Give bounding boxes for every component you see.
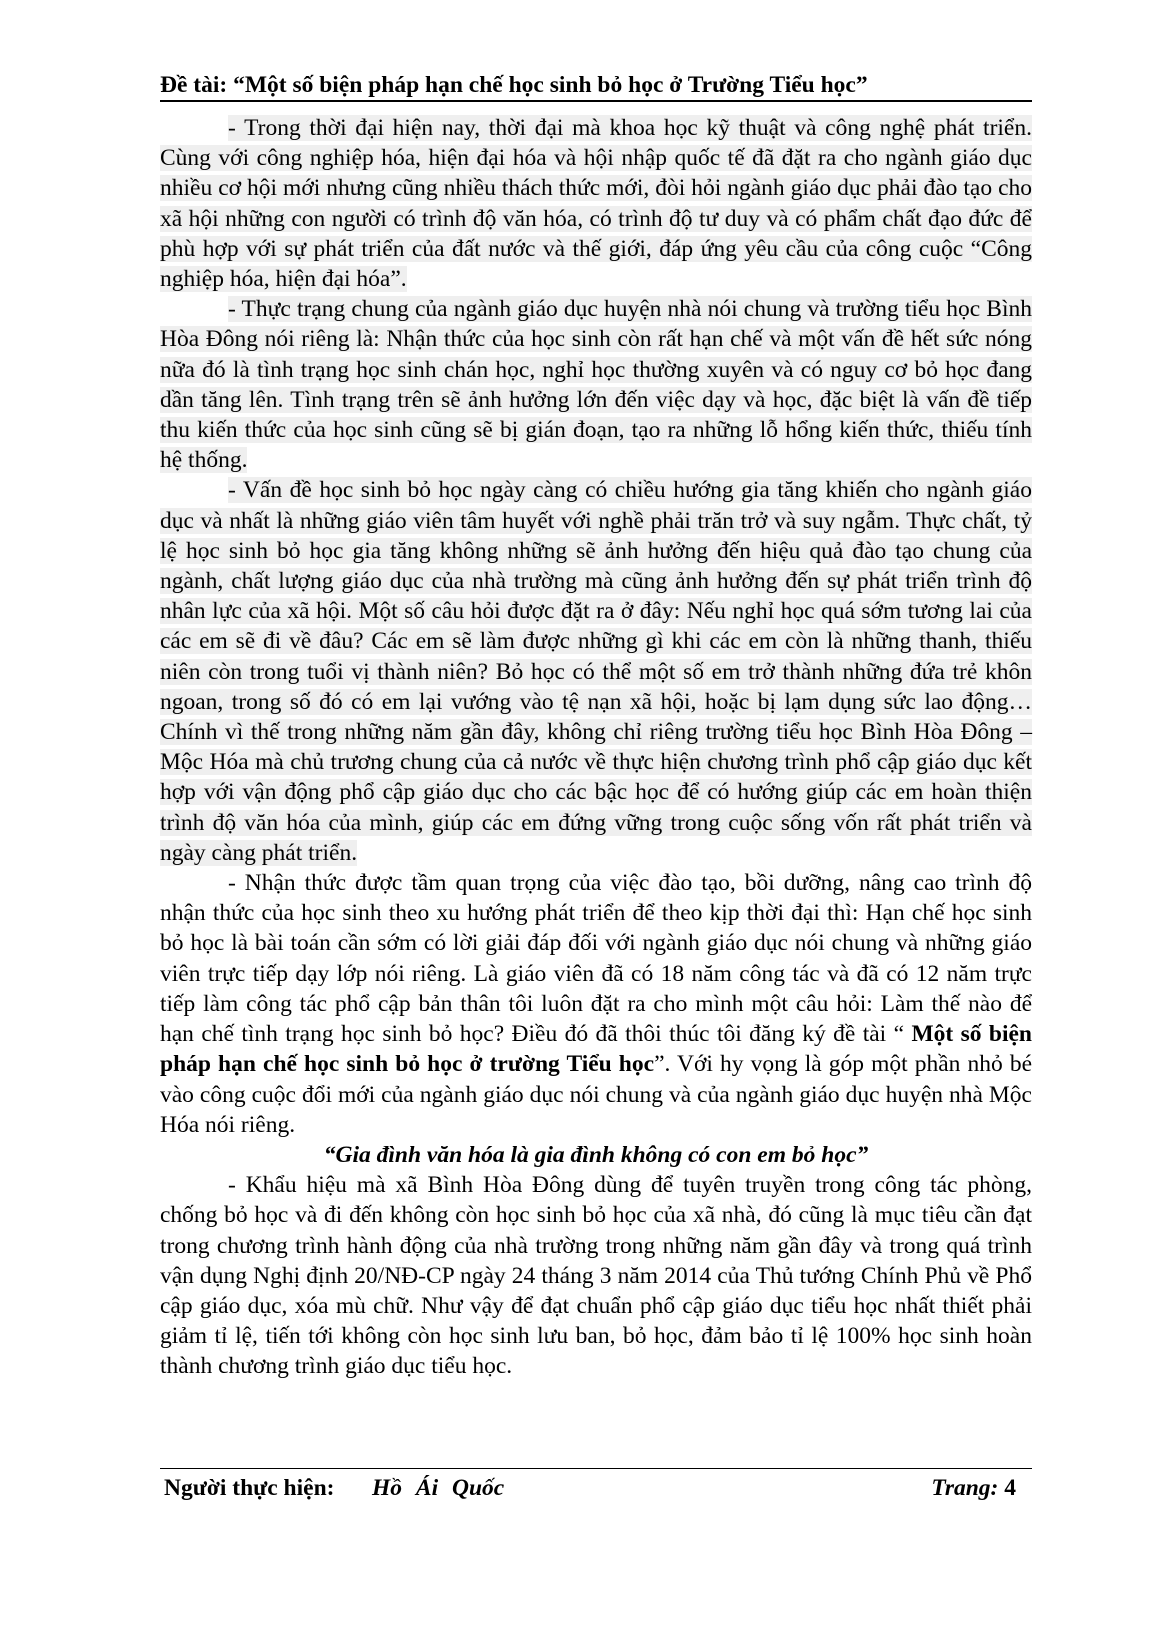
author-name: Hồ Ái Quốc: [372, 1475, 505, 1501]
page-number: 4: [1004, 1475, 1016, 1501]
author-label: Người thực hiện:: [164, 1475, 335, 1501]
motto-slogan: “Gia đình văn hóa là gia đình không có con em bỏ học”: [323, 1141, 869, 1168]
page-footer: [164, 1474, 1016, 1502]
paragraph-2: [160, 294, 1032, 475]
topic-title-bold: Một số biện pháp hạn chế học sinh bỏ học ở trường Tiểu học: [160, 1021, 1032, 1078]
paragraph-3-text: - Vấn đề học sinh bỏ học ngày càng có chiều hướng gia tăng khiến cho ngành giáo dục và nhất là những giáo viên tâm huyết với nghề phải trăn trở và suy ngẫm. Thực chất, tỷ lệ học sinh bỏ học gia tăng không những sẽ ảnh hưởng đến hiệu quả đào tạo chung của ngành, chất lượng giáo dục của nhà trường mà cũng ảnh hưởng đến sự phát triển trình độ nhân lực của xã hội. Một số câu hỏi được đặt ra ở đây: Nếu nghỉ học quá sớm tương lai của các em sẽ đi về đâu? Các em sẽ làm được những gì khi các em còn là những thanh, thiếu niên còn trong tuổi vị thành niên? Bỏ học có thể một số em trở thành những đứa trẻ khôn ngoan, trong số đó có em lại vướng vào tệ nạn xã hội, hoặc bị lạm dụng sức lao động… Chính vì thế trong những năm gần đây, không chỉ riêng trường tiểu học Bình Hòa Đông – Mộc Hóa mà chủ trương chung của cả nước về thực hiện chương trình phổ cập giáo dục kết hợp với vận động phổ cập giáo dục cho các bậc học để có hướng giúp các em hoàn thiện trình độ văn hóa của mình, giúp các em đứng vững trong cuộc sống vốn rất phát triển và ngày càng phát triển.: [160, 477, 1032, 866]
page-header-title: Đề tài: “Một số biện pháp hạn chế học sinh bỏ học ở Trường Tiểu học”: [160, 72, 868, 98]
document-body: [160, 113, 1032, 1382]
page-indicator: [931, 1474, 1016, 1502]
paragraph-1-text: - Trong thời đại hiện nay, thời đại mà khoa học kỹ thuật và công nghệ phát triển. Cùng với công nghiệp hóa, hiện đại hóa và hội nhập quốc tế đã đặt ra cho ngành giáo dục nhiều cơ hội mới nhưng cũng nhiều thách thức mới, đòi hỏi ngành giáo dục phải đào tạo cho xã hội những con người có trình độ văn hóa, có trình độ tư duy và có phẩm chất đạo đức để phù hợp với sự phát triển của đất nước và thế giới, đáp ứng yêu cầu của công cuộc “Công nghiệp hóa, hiện đại hóa”.: [160, 115, 1032, 293]
paragraph-5: - Khẩu hiệu mà xã Bình Hòa Đông dùng để tuyên truyền trong công tác phòng, chống bỏ học và đi đến không còn học sinh bỏ học của xã nhà, đó cũng là mục tiêu cần đạt trong chương trình hành động của nhà trường trong những năm gần đây và trong quá trình vận dụng Nghị định 20/NĐ-CP ngày 24 tháng 3 năm 2014 của Thủ tướng Chính Phủ về Phổ cập giáo dục, xóa mù chữ. Như vậy để đạt chuẩn phổ cập giáo dục tiểu học nhất thiết phải giảm tỉ lệ, tiến tới không còn học sinh lưu ban, bỏ học, đảm bảo tỉ lệ 100% học sinh hoàn thành chương trình giáo dục tiểu học.: [160, 1172, 1032, 1380]
header-divider: [160, 100, 1032, 102]
paragraph-4-text-start: - Nhận thức được tầm quan trọng của việc đào tạo, bồi dưỡng, nâng cao trình độ nhận thức của học sinh theo xu hướng phát triển để theo kịp thời đại thì: Hạn chế học sinh bỏ học là bài toán cần sớm có lời giải đáp đối với ngành giáo dục nói chung và những giáo viên trực tiếp dạy lớp nói riêng. Là giáo viên đã có 18 năm công tác và đã có 12 năm trực tiếp làm công tác phổ cập bản thân tôi luôn đặt ra cho mình một câu hỏi: Làm thế nào để hạn chế tình trạng học sinh bỏ học? Điều đó đã thôi thúc tôi đăng ký đề tài “: [160, 870, 1032, 1048]
footer-divider: [160, 1468, 1032, 1469]
paragraph-2-text: - Thực trạng chung của ngành giáo dục huyện nhà nói chung và trường tiểu học Bình Hòa Đông nói riêng là: Nhận thức của học sinh còn rất hạn chế và một vấn đề hết sức nóng nữa đó là tình trạng học sinh chán học, nghỉ học thường xuyên và có nguy cơ bỏ học đang dần tăng lên. Tình trạng trên sẽ ảnh hưởng lớn đến việc dạy và học, đặc biệt là vấn đề tiếp thu kiến thức của học sinh cũng sẽ bị gián đoạn, tạo ra những lỗ hổng kiến thức, thiếu tính hệ thống.: [160, 296, 1032, 474]
paragraph-4-text-end: ”. Với hy vọng là góp một phần nhỏ bé vào công cuộc đổi mới của ngành giáo dục nói chung và của ngành giáo dục huyện nhà Mộc Hóa nói riêng.: [160, 1051, 1033, 1138]
page-label: Trang:: [931, 1475, 999, 1501]
paragraph-4: [160, 868, 1032, 1140]
paragraph-1: [160, 113, 1032, 294]
paragraph-3: [160, 475, 1032, 868]
